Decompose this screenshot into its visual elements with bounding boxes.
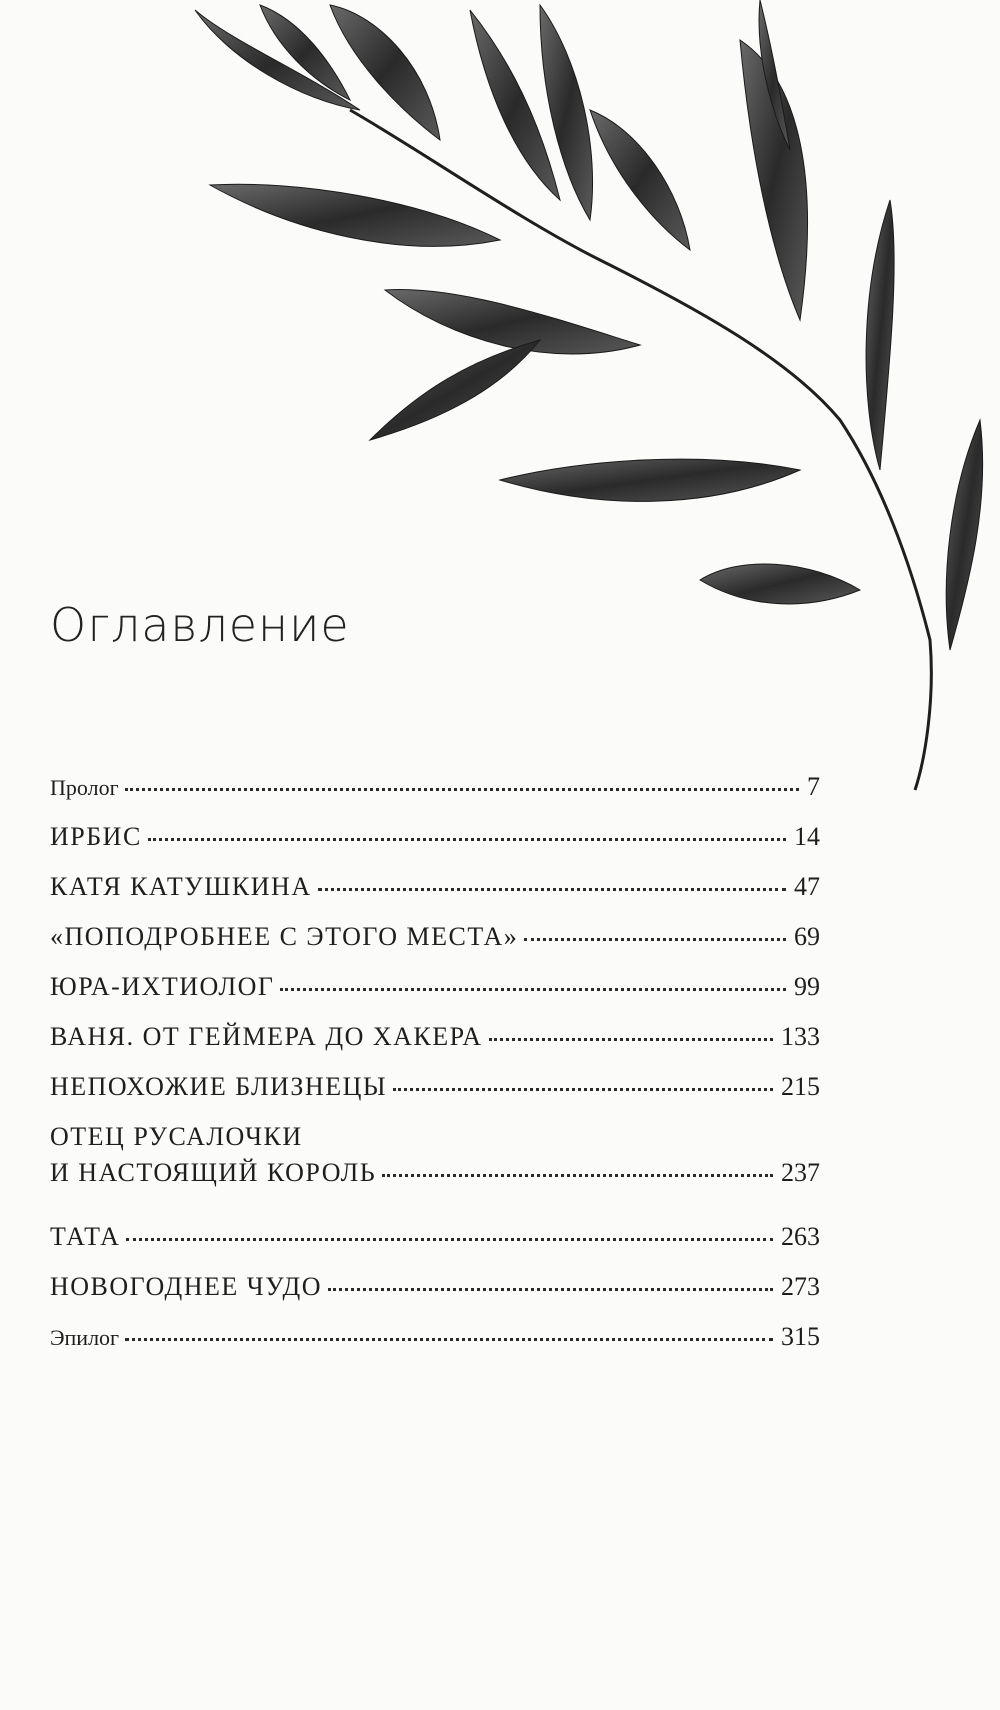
toc-title: НОВОГОДНЕЕ ЧУДО — [50, 1272, 323, 1301]
toc-page-number: 215 — [781, 1072, 820, 1101]
toc-item-twins[interactable] — [50, 1072, 820, 1102]
toc-title: ВАНЯ. ОТ ГЕЙМЕРА ДО ХАКЕРА — [50, 1022, 483, 1051]
dot-leader — [125, 1338, 773, 1341]
toc-page-number: 69 — [794, 922, 820, 951]
dot-leader — [126, 1238, 773, 1241]
toc-page-number: 237 — [781, 1158, 820, 1187]
toc-page-number: 99 — [794, 972, 820, 1001]
toc-title: ИРБИС — [50, 822, 142, 851]
toc-title: Пролог — [50, 775, 119, 800]
toc-title: НЕПОХОЖИЕ БЛИЗНЕЦЫ — [50, 1072, 388, 1101]
toc-item-prologue[interactable] — [50, 772, 820, 802]
olive-branch-illustration — [0, 0, 1000, 820]
toc-page-number: 133 — [781, 1022, 820, 1051]
page-title: Оглавление — [50, 598, 350, 652]
toc-item-yura[interactable] — [50, 972, 820, 1002]
toc-item-podrobnee[interactable] — [50, 922, 820, 952]
dot-leader — [125, 788, 799, 791]
toc-item-rusalochka[interactable] — [50, 1122, 820, 1188]
toc-page-number: 273 — [781, 1272, 820, 1301]
dot-leader — [280, 988, 786, 991]
toc-title: ТАТА — [50, 1222, 121, 1251]
toc-item-irbis[interactable] — [50, 822, 820, 852]
dot-leader — [489, 1038, 773, 1041]
toc-item-katya[interactable] — [50, 872, 820, 902]
toc-title: ЮРА-ИХТИОЛОГ — [50, 972, 275, 1001]
dot-leader — [148, 838, 786, 841]
toc-title-line1: ОТЕЦ РУСАЛОЧКИ — [50, 1122, 303, 1151]
toc-title: Эпилог — [50, 1325, 120, 1350]
toc-title: «ПОПОДРОБНЕЕ С ЭТОГО МЕСТА» — [50, 922, 519, 951]
toc-item-tata[interactable] — [50, 1222, 820, 1252]
toc-page-number: 7 — [807, 772, 820, 801]
dot-leader — [318, 888, 786, 891]
toc-title: КАТЯ КАТУШКИНА — [50, 872, 312, 901]
dot-leader — [382, 1174, 773, 1177]
dot-leader — [328, 1288, 773, 1291]
toc-item-epilogue[interactable] — [50, 1322, 820, 1352]
toc-title: И НАСТОЯЩИЙ КОРОЛЬ — [50, 1158, 377, 1187]
toc-item-vanya[interactable] — [50, 1022, 820, 1052]
toc-page-number: 14 — [794, 822, 820, 851]
toc-page-number: 263 — [781, 1222, 820, 1251]
dot-leader — [524, 938, 786, 941]
toc-item-new-year[interactable] — [50, 1272, 820, 1302]
toc-page-number: 315 — [781, 1322, 820, 1351]
toc-page-number: 47 — [794, 872, 820, 901]
dot-leader — [393, 1088, 773, 1091]
